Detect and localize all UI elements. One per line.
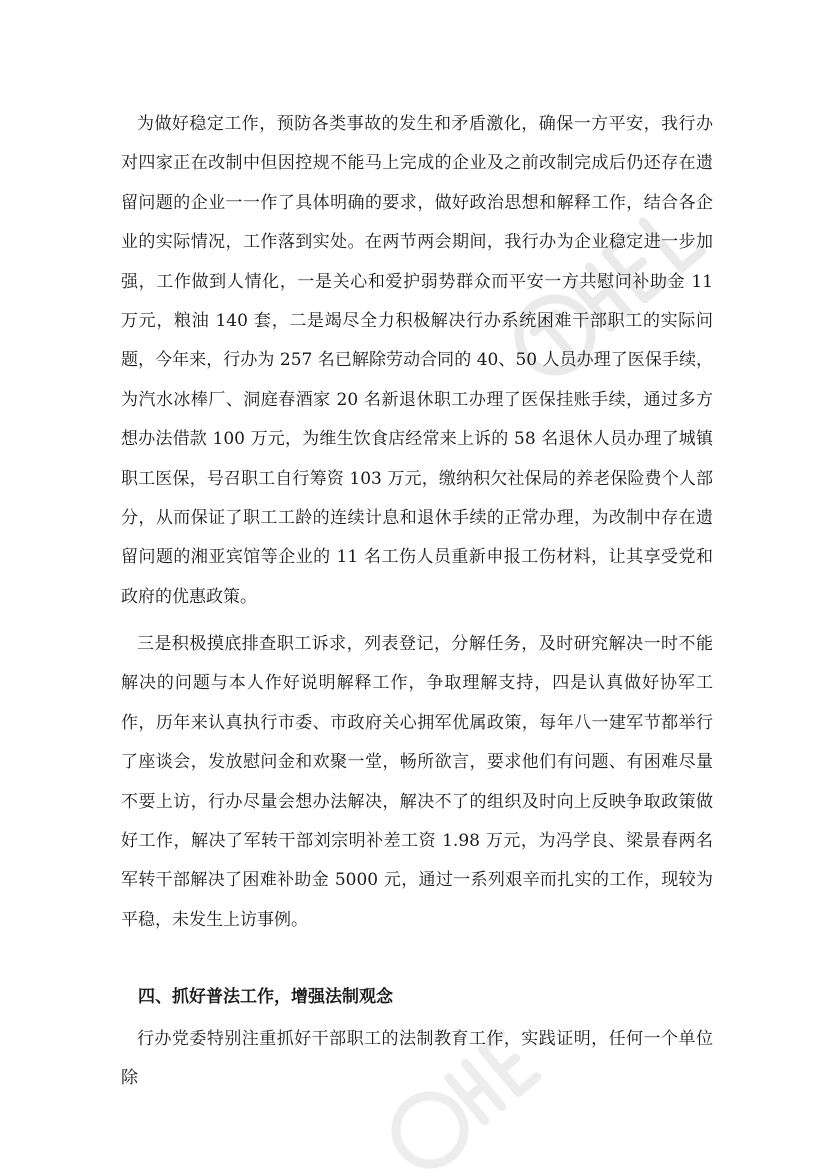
section-heading: 四、抓好普法工作，增强法制观念 <box>138 987 393 1007</box>
paragraph-3 <box>121 1020 713 1099</box>
paragraph-2 <box>121 625 713 940</box>
paragraph-1-text: 为做好稳定工作，预防各类事故的发生和矛盾激化，确保一方平安，我行办对四家正在改制中但因控规不能马上完成的企业及之前改制完成后仍还存在遗留问题的企业一一作了具体明确的要求，做好政治思想和解释工作，结合各企业的实际情况，工作落到实处。在两节两会期间，我行办为企业稳定进一步加强，工作做到人情化，一是关心和爱护弱势群众而平安一方共慰问补助金 11 万元，粮油 140 套，二是竭尽全力积极解决行办系统困难干部职工的实际问题，今年来，行办为 257 名已解除劳动合同的 40、50 人员办理了医保手续，为汽水冰棒厂、洞庭春酒家 20 名新退休职工办理了医保挂账手续，通过多方想办法借款 100 万元，为维生饮食店经常来上诉的 58 名退休人员办理了城镇职工医保，号召职工自行筹资 103 万元，缴纳积欠社保局的养老保险费个人部分，从而保证了职工工龄的连续计息和退休手续的正常办理，为改制中存在遗留问题的湘亚宾馆等企业的 11 名工伤人员重新申报工伤材料，让其享受党和政府的优惠政策。 <box>121 114 713 607</box>
paragraph-2-text: 三是积极摸底排查职工诉求，列表登记，分解任务，及时研究解决一时不能解决的问题与本人作好说明解释工作，争取理解支持，四是认真做好协军工作，历年来认真执行市委、市政府关心拥军优属政策，每年八一建军节都举行了座谈会，发放慰问金和欢聚一堂，畅所欲言，要求他们有问题、有困难尽量不要上访，行办尽量会想办法解决，解决不了的组织及时向上反映争取政策做好工作，解决了军转干部刘宗明补差工资 1.98 万元，为冯学良、梁景春两名军转干部解决了困难补助金 5000 元，通过一系列艰辛而扎实的工作，现较为平稳，未发生上访事例。 <box>121 634 713 930</box>
paragraph-3-text: 行办党委特别注重抓好干部职工的法制教育工作，实践证明，任何一个单位除 <box>121 1029 713 1089</box>
paragraph-1 <box>121 105 713 617</box>
